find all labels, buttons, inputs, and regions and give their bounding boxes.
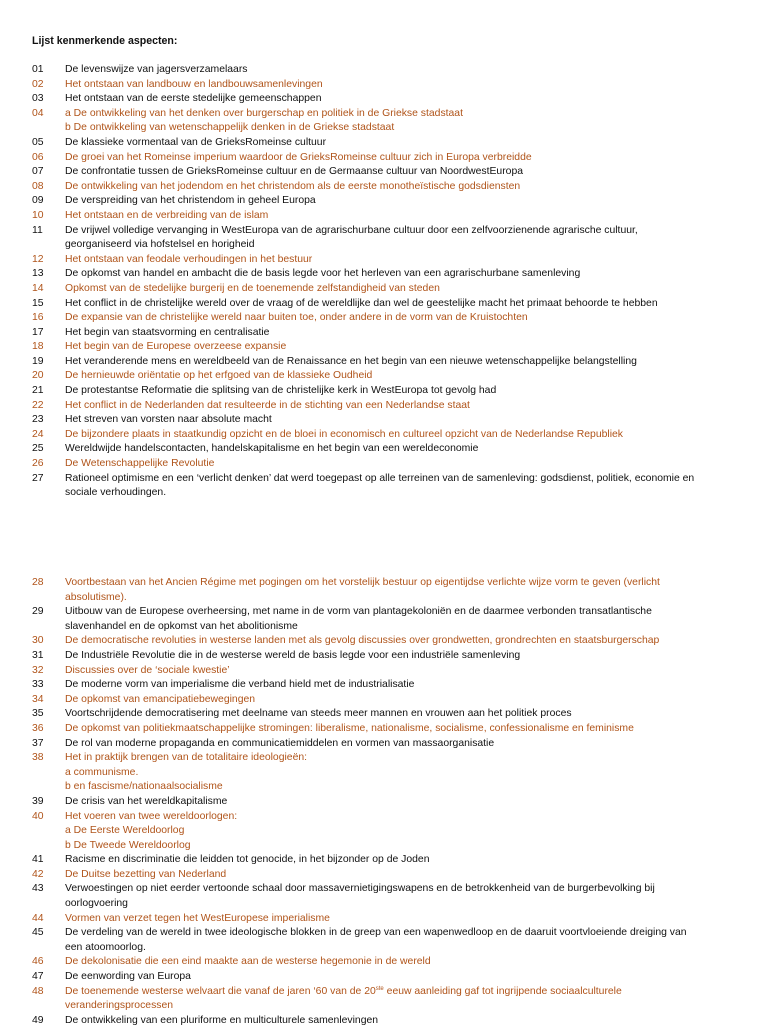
item-text bbox=[65, 253, 732, 268]
list-item bbox=[32, 955, 732, 970]
item-number: 48 bbox=[32, 985, 44, 997]
item-text bbox=[65, 955, 732, 970]
aspect-list-part-1 bbox=[32, 63, 732, 501]
item-number: 06 bbox=[32, 151, 44, 163]
list-item bbox=[32, 457, 732, 472]
item-text-line: De eenwording van Europa bbox=[65, 971, 191, 983]
item-number: 10 bbox=[32, 209, 44, 221]
list-item bbox=[32, 428, 732, 443]
item-number: 15 bbox=[32, 297, 44, 309]
list-item bbox=[32, 1014, 732, 1028]
item-text bbox=[65, 649, 732, 664]
item-text bbox=[65, 428, 732, 443]
list-item bbox=[32, 399, 732, 414]
item-number: 16 bbox=[32, 312, 44, 324]
item-number: 20 bbox=[32, 370, 44, 382]
item-text-line: a communisme. bbox=[65, 766, 139, 778]
list-item bbox=[32, 649, 732, 664]
item-number: 43 bbox=[32, 883, 44, 895]
item-text bbox=[65, 92, 732, 107]
item-text-line: georganiseerd via hofstelsel en horigheid bbox=[65, 239, 255, 251]
item-text-line: Het begin van staatsvorming en centralisatie bbox=[65, 326, 270, 338]
item-text-line: Vormen van verzet tegen het WestEuropese imperialisme bbox=[65, 912, 330, 924]
item-text-line: b De ontwikkeling van wetenschappelijk denken in de Griekse stadstaat bbox=[65, 122, 395, 134]
list-item bbox=[32, 664, 732, 679]
item-number: 02 bbox=[32, 78, 44, 90]
list-item bbox=[32, 882, 732, 911]
item-text bbox=[65, 926, 732, 955]
item-text-line: De verspreiding van het christendom in geheel Europa bbox=[65, 195, 316, 207]
item-number: 09 bbox=[32, 195, 44, 207]
item-text-line: De Duitse bezetting van Nederland bbox=[65, 868, 227, 880]
page-title: Lijst kenmerkende aspecten: bbox=[32, 35, 178, 47]
list-item bbox=[32, 605, 732, 634]
item-text bbox=[65, 737, 732, 752]
list-item bbox=[32, 795, 732, 810]
list-item bbox=[32, 369, 732, 384]
item-text bbox=[65, 442, 732, 457]
item-number: 40 bbox=[32, 810, 44, 822]
item-text bbox=[65, 605, 732, 634]
item-number: 44 bbox=[32, 912, 44, 924]
item-number: 45 bbox=[32, 927, 44, 939]
item-text bbox=[65, 985, 732, 1014]
item-number: 17 bbox=[32, 326, 44, 338]
item-text-line: De opkomst van emancipatiebewegingen bbox=[65, 693, 256, 705]
list-item bbox=[32, 355, 732, 370]
item-text-line: De Industriële Revolutie die in de westerse wereld de basis legde voor een industriële samenleving bbox=[65, 649, 521, 661]
superscript: ste bbox=[375, 985, 384, 992]
item-text bbox=[65, 634, 732, 649]
item-text-line: Het conflict in de Nederlanden dat resulteerde in de stichting van een Nederlandse staat bbox=[65, 399, 470, 411]
item-text bbox=[65, 1014, 732, 1028]
item-text-line: oorlogvoering bbox=[65, 898, 128, 910]
item-text-line: a De ontwikkeling van het denken over burgerschap en politiek in de Griekse stadstaat bbox=[65, 107, 463, 119]
item-text bbox=[65, 853, 732, 868]
list-item bbox=[32, 970, 732, 985]
item-number: 38 bbox=[32, 752, 44, 764]
list-item bbox=[32, 853, 732, 868]
item-text bbox=[65, 413, 732, 428]
item-number: 25 bbox=[32, 443, 44, 455]
item-text-line: De confrontatie tussen de GrieksRomeinse cultuur en de Germaanse cultuur van NoordwestEuropa bbox=[65, 166, 524, 178]
list-item bbox=[32, 326, 732, 341]
item-text bbox=[65, 63, 732, 78]
item-text-line: Wereldwijde handelscontacten, handelskapitalisme en het begin van een wereldeconomie bbox=[65, 443, 479, 455]
item-text-line: Het begin van de Europese overzeese expansie bbox=[65, 341, 287, 353]
item-text bbox=[65, 882, 732, 911]
list-item bbox=[32, 634, 732, 649]
item-text-line: De vrijwel volledige vervanging in WestEuropa van de agrarischurbane cultuur door een zelfvoorzienende agrarische cultuur, bbox=[65, 224, 638, 236]
item-number: 27 bbox=[32, 472, 44, 484]
item-text bbox=[65, 282, 732, 297]
item-number: 13 bbox=[32, 268, 44, 280]
item-number: 32 bbox=[32, 664, 44, 676]
item-number: 33 bbox=[32, 679, 44, 691]
item-text-line: a De Eerste Wereldoorlog bbox=[65, 825, 185, 837]
item-text bbox=[65, 311, 732, 326]
item-number: 39 bbox=[32, 795, 44, 807]
item-text-line: De bijzondere plaats in staatkundig opzicht en de bloei in economisch en cultureel opzicht van de Nederlandse Republiek bbox=[65, 428, 623, 440]
item-text-line: De verdeling van de wereld in twee ideologische blokken in de greep van een wapenwedloop en de daaruit voortvloeiende dreiging van bbox=[65, 927, 687, 939]
item-text-line: De moderne vorm van imperialisme die verband hield met de industrialisatie bbox=[65, 679, 415, 691]
item-text-line: Het ontstaan van feodale verhoudingen in het bestuur bbox=[65, 253, 313, 265]
item-text bbox=[65, 326, 732, 341]
aspect-list-part-2 bbox=[32, 576, 732, 1028]
item-text-line: De ontwikkeling van het jodendom en het christendom als de eerste monotheïstische godsdiensten bbox=[65, 180, 521, 192]
item-number: 42 bbox=[32, 868, 44, 880]
list-item bbox=[32, 678, 732, 693]
item-text-line: Het in praktijk brengen van de totalitaire ideologieën: bbox=[65, 752, 308, 764]
list-item bbox=[32, 209, 732, 224]
list-item bbox=[32, 442, 732, 457]
item-number: 05 bbox=[32, 136, 44, 148]
item-text bbox=[65, 340, 732, 355]
item-text-line: De dekolonisatie die een eind maakte aan de westerse hegemonie in de wereld bbox=[65, 956, 431, 968]
item-number: 01 bbox=[32, 64, 44, 75]
list-item bbox=[32, 472, 732, 501]
item-number: 47 bbox=[32, 971, 44, 983]
item-text bbox=[65, 751, 732, 795]
item-text bbox=[65, 970, 732, 985]
item-text bbox=[65, 707, 732, 722]
list-item bbox=[32, 63, 732, 78]
item-number: 19 bbox=[32, 355, 44, 367]
list-item bbox=[32, 413, 732, 428]
list-item bbox=[32, 926, 732, 955]
item-number: 21 bbox=[32, 385, 44, 397]
item-text-line: De Wetenschappelijke Revolutie bbox=[65, 458, 215, 470]
list-item bbox=[32, 384, 732, 399]
item-number: 23 bbox=[32, 414, 44, 426]
item-text-line: Uitbouw van de Europese overheersing, met name in de vorm van plantagekoloniën en de daarmee verbonden transatlantische bbox=[65, 606, 652, 618]
item-text-line: Het ontstaan van de eerste stedelijke gemeenschappen bbox=[65, 93, 322, 105]
item-text bbox=[65, 369, 732, 384]
item-text bbox=[65, 576, 732, 605]
item-text bbox=[65, 297, 732, 312]
item-text-line: De hernieuwde oriëntatie op het erfgoed van de klassieke Oudheid bbox=[65, 370, 373, 382]
item-text-line: De opkomst van handel en ambacht die de basis legde voor het herleven van een agrarischurbane samenleving bbox=[65, 268, 581, 280]
item-number: 28 bbox=[32, 577, 44, 588]
item-text-line: Opkomst van de stedelijke burgerij en de toenemende zelfstandigheid van steden bbox=[65, 282, 440, 294]
item-number: 12 bbox=[32, 253, 44, 265]
item-text bbox=[65, 194, 732, 209]
item-text-line: absolutisme). bbox=[65, 591, 127, 603]
list-item bbox=[32, 151, 732, 166]
item-text-line: De democratische revoluties in westerse landen met als gevolg discussies over grondwetten, grondrechten en staatsburgerschap bbox=[65, 635, 660, 647]
item-text-line: De groei van het Romeinse imperium waardoor de GrieksRomeinse cultuur zich in Europa verbreidde bbox=[65, 151, 532, 163]
item-text-line: Discussies over de ‘sociale kwestie’ bbox=[65, 664, 230, 676]
list-item bbox=[32, 136, 732, 151]
item-number: 30 bbox=[32, 635, 44, 647]
item-text-line: De klassieke vormentaal van de GrieksRomeinse cultuur bbox=[65, 136, 327, 148]
list-item bbox=[32, 693, 732, 708]
item-text bbox=[65, 399, 732, 414]
list-item bbox=[32, 92, 732, 107]
item-text bbox=[65, 457, 732, 472]
list-item bbox=[32, 868, 732, 883]
list-item bbox=[32, 253, 732, 268]
list-item bbox=[32, 737, 732, 752]
item-number: 08 bbox=[32, 180, 44, 192]
list-item bbox=[32, 180, 732, 195]
item-text bbox=[65, 384, 732, 399]
item-text bbox=[65, 912, 732, 927]
item-text bbox=[65, 664, 732, 679]
item-text-line: sociale verhoudingen. bbox=[65, 487, 167, 499]
item-text-line: een atoomoorlog. bbox=[65, 941, 146, 953]
item-text-line: Voortbestaan van het Ancien Régime met pogingen om het vorstelijk bestuur op eigentijdse verlichte wijze vorm te geven (verlicht bbox=[65, 577, 660, 588]
item-text-line: De rol van moderne propaganda en communicatiemiddelen en vormen van massaorganisatie bbox=[65, 737, 495, 749]
item-text-line: Het streven van vorsten naar absolute macht bbox=[65, 414, 272, 426]
item-text-line: b en fascisme/nationaalsocialisme bbox=[65, 781, 223, 793]
item-text bbox=[65, 136, 732, 151]
item-text bbox=[65, 151, 732, 166]
item-text-line: De toenemende westerse welvaart die vanaf de jaren ‘60 van de 20ste eeuw aanleiding gaf tot ingrijpende sociaalculturele bbox=[65, 985, 622, 997]
list-item bbox=[32, 224, 732, 253]
item-number: 22 bbox=[32, 399, 44, 411]
item-number: 34 bbox=[32, 693, 44, 705]
item-number: 35 bbox=[32, 708, 44, 720]
list-item bbox=[32, 985, 732, 1014]
item-number: 04 bbox=[32, 107, 44, 119]
item-text-line: De ontwikkeling van een pluriforme en multiculturele samenlevingen bbox=[65, 1014, 379, 1026]
item-text bbox=[65, 722, 732, 737]
item-text-line: b De Tweede Wereldoorlog bbox=[65, 839, 191, 851]
list-item bbox=[32, 282, 732, 297]
item-text-line: Het voeren van twee wereldoorlogen: bbox=[65, 810, 238, 822]
item-number: 03 bbox=[32, 93, 44, 105]
item-text bbox=[65, 180, 732, 195]
item-text-line: Het ontstaan en de verbreiding van de islam bbox=[65, 209, 269, 221]
list-item bbox=[32, 267, 732, 282]
list-item bbox=[32, 751, 732, 795]
item-text-line: veranderingsprocessen bbox=[65, 1000, 174, 1012]
item-text-line: De levenswijze van jagersverzamelaars bbox=[65, 64, 248, 75]
item-number: 31 bbox=[32, 649, 44, 661]
item-text bbox=[65, 209, 732, 224]
item-number: 46 bbox=[32, 956, 44, 968]
item-text bbox=[65, 355, 732, 370]
item-text bbox=[65, 267, 732, 282]
list-item bbox=[32, 722, 732, 737]
item-text bbox=[65, 678, 732, 693]
list-item bbox=[32, 311, 732, 326]
item-text bbox=[65, 78, 732, 93]
item-text bbox=[65, 224, 732, 253]
item-number: 24 bbox=[32, 428, 44, 440]
item-text bbox=[65, 868, 732, 883]
list-item bbox=[32, 78, 732, 93]
item-text-line: Racisme en discriminatie die leidden tot genocide, in het bijzonder op de Joden bbox=[65, 854, 430, 866]
list-item bbox=[32, 194, 732, 209]
list-item bbox=[32, 107, 732, 136]
item-number: 18 bbox=[32, 341, 44, 353]
item-number: 29 bbox=[32, 606, 44, 618]
item-number: 07 bbox=[32, 166, 44, 178]
item-text bbox=[65, 107, 732, 136]
item-number: 37 bbox=[32, 737, 44, 749]
item-text bbox=[65, 165, 732, 180]
item-number: 41 bbox=[32, 854, 44, 866]
list-item bbox=[32, 576, 732, 605]
item-text-line: De protestantse Reformatie die splitsing van de christelijke kerk in WestEuropa tot gevolg had bbox=[65, 385, 497, 397]
item-text-line: Voortschrijdende democratisering met deelname van steeds meer mannen en vrouwen aan het politiek proces bbox=[65, 708, 572, 720]
item-text-line: Het conflict in de christelijke wereld over de vraag of de wereldlijke dan wel de geestelijke macht het primaat behoorde te hebben bbox=[65, 297, 658, 309]
item-text-line: De opkomst van politiekmaatschappelijke stromingen: liberalisme, nationalisme, socialisme, confessionalisme en feminisme bbox=[65, 722, 634, 734]
list-item bbox=[32, 165, 732, 180]
item-text-line: Het veranderende mens en wereldbeeld van de Renaissance en het begin van een nieuwe wetenschappelijke belangstelling bbox=[65, 355, 637, 367]
item-number: 14 bbox=[32, 282, 44, 294]
list-item bbox=[32, 707, 732, 722]
item-text-line: De crisis van het wereldkapitalisme bbox=[65, 795, 228, 807]
item-number: 49 bbox=[32, 1014, 44, 1026]
list-item bbox=[32, 912, 732, 927]
list-item bbox=[32, 340, 732, 355]
list-item bbox=[32, 810, 732, 854]
item-text bbox=[65, 693, 732, 708]
item-text bbox=[65, 795, 732, 810]
item-text-line: De expansie van de christelijke wereld naar buiten toe, onder andere in de vorm van de Kruistochten bbox=[65, 312, 528, 324]
item-text-line: slavenhandel en de opkomst van het abolitionisme bbox=[65, 620, 298, 632]
item-number: 11 bbox=[32, 224, 43, 236]
item-text-line: Rationeel optimisme en een ‘verlicht denken’ dat werd toegepast op alle terreinen van de samenleving: godsdienst, politiek, economie en bbox=[65, 472, 695, 484]
item-text-line: Het ontstaan van landbouw en landbouwsamenlevingen bbox=[65, 78, 323, 90]
item-text bbox=[65, 810, 732, 854]
item-text bbox=[65, 472, 732, 501]
item-number: 36 bbox=[32, 722, 44, 734]
list-item bbox=[32, 297, 732, 312]
item-text-line: Verwoestingen op niet eerder vertoonde schaal door massavernietigingswapens en de betrokkenheid van de burgerbevolking bij bbox=[65, 883, 655, 895]
item-number: 26 bbox=[32, 458, 44, 470]
